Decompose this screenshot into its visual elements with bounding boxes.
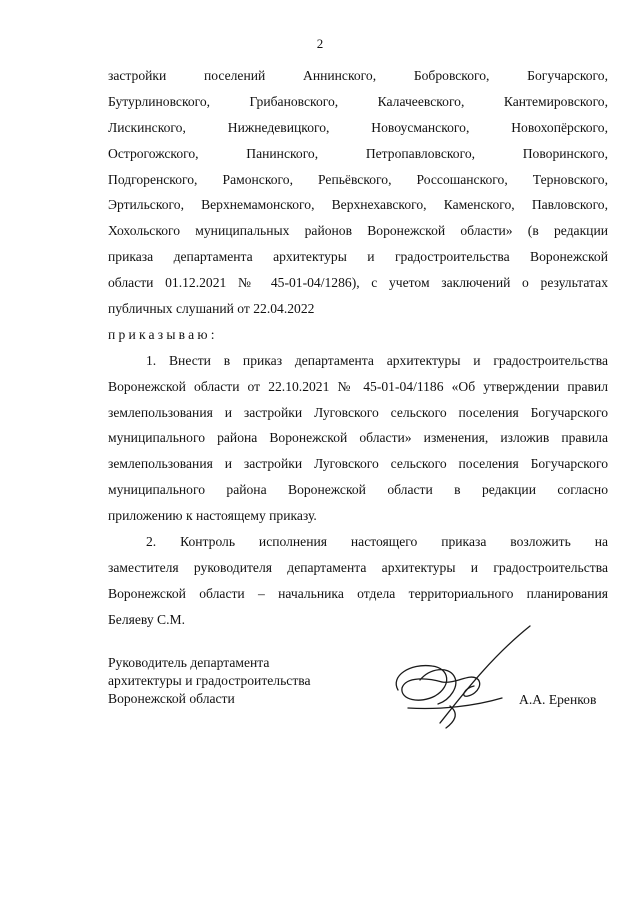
intro-line: Хохольского муниципальных районов Воронежской области» (в редакции [108,223,608,239]
item2-line: 2. Контроль исполнения настоящего приказа возложить на [146,534,608,550]
signer-position [108,654,311,708]
item1-line: муниципального района Воронежской области в редакции согласно [108,482,608,498]
intro-line: Острогожского, Панинского, Петропавловского, Поворинского, [108,145,608,161]
intro-line: Бутурлиновского, Грибановского, Калачеевского, Кантемировского, [108,93,608,109]
document-body [108,63,608,633]
item1-line: 1. Внести в приказ департамента архитектуры и градостроительства [146,352,608,368]
intro-line: Эртильского, Верхнемамонского, Верхнехавского, Каменского, Павловского, [108,197,608,213]
intro-line: Подгоренского, Рамонского, Репьёвского, Россошанского, Терновского, [108,171,608,187]
item2-line: Беляеву С.М. [108,611,186,627]
intro-line: приказа департамента архитектуры и градостроительства Воронежской [108,249,608,265]
intro-line: застройки поселений Аннинского, Бобровского, Богучарского, [108,68,608,83]
item1-line: муниципального района Воронежской области» изменения, изложив правила [108,430,608,446]
handwritten-signature [380,618,550,738]
item1-line: Воронежской области от 22.10.2021 № 45-01-04/1186 «Об утверждении правил [108,378,608,394]
item2-line: Воронежской области – начальника отдела территориального планирования [108,585,608,601]
signer-position-line: Руководитель департамента [108,655,270,670]
item1-line: приложению к настоящему приказу. [108,508,317,524]
intro-line: области 01.12.2021 № 45-01-04/1286), с учетом заключений о результатах [108,275,608,291]
page-number: 2 [316,36,324,51]
signer-name: А.А. Еренков [519,692,597,707]
item1-line: землепользования и застройки Луговского сельского поселения Богучарского [108,404,608,420]
order-word: приказываю: [108,326,218,342]
signer-position-line: архитектуры и градостроительства [108,673,311,688]
item2-line: заместителя руководителя департамента архитектуры и градостроительства [108,559,608,575]
item1-line: землепользования и застройки Луговского сельского поселения Богучарского [108,456,608,472]
intro-line: Лискинского, Нижнедевицкого, Новоусманского, Новохопёрского, [108,119,608,135]
intro-line: публичных слушаний от 22.04.2022 [108,301,315,317]
signer-position-line: Воронежской области [108,691,235,706]
